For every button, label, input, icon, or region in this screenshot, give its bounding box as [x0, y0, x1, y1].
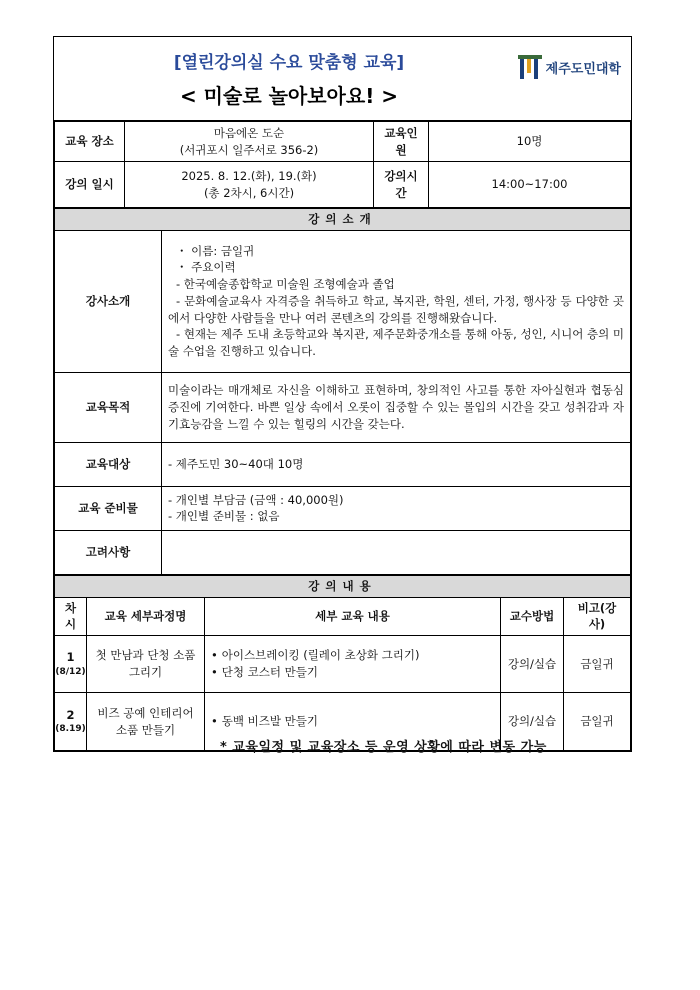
- session-number: 1: [66, 650, 75, 665]
- date-label: 강의 일시: [55, 162, 125, 208]
- purpose-text: 미술이라는 매개체로 자신을 이해하고 표현하며, 창의적인 사고를 통한 자아실현과 협동심 증진에 기여한다. 바쁜 일상 속에서 오롯이 집중할 수 있는 몰입의 시간을 갖고 성취감과 자기효능감을 느낄 수 있는 힐링의 시간을 갖는다.: [162, 372, 631, 442]
- list-item: • 단청 코스터 만들기: [211, 664, 494, 681]
- date-sub: (총 2차시, 6시간): [203, 185, 295, 200]
- venue-name: 마음에온 도순: [213, 125, 285, 140]
- date-text: 2025. 8. 12.(화), 19.(화): [181, 168, 317, 183]
- document-frame: [53, 36, 632, 752]
- program-title: < 미술로 놀아보아요! >: [179, 84, 399, 108]
- method-cell: 강의/실습: [501, 636, 564, 693]
- intro-table: [54, 208, 631, 575]
- footer-note: * 교육일정 및 교육장소 등 운영 상황에 따라 변동 가능: [220, 740, 547, 755]
- note-cell: 금일귀: [564, 693, 631, 751]
- venue-address: (서귀포시 일주서로 356-2): [179, 142, 319, 157]
- col-header-note: 비고(강사): [564, 597, 631, 635]
- col-header-session: 차시: [55, 597, 87, 635]
- instructor-name: ・ 이름: 금일귀: [176, 243, 255, 258]
- venue-value: [125, 122, 374, 162]
- university-logo: [517, 53, 621, 81]
- note-cell: 금일귀: [564, 636, 631, 693]
- prep-info: [162, 486, 631, 530]
- content-section-title: 강의내용: [55, 575, 631, 597]
- instructor-career-1: - 한국예술종합학교 미술원 조형예술과 졸업: [176, 277, 395, 292]
- target-label: 교육대상: [55, 442, 162, 486]
- list-item: • 동백 비즈발 만들기: [211, 713, 494, 730]
- detail-list: [211, 713, 494, 730]
- course-name: 비즈 공예 인테리어 소품 만들기: [87, 693, 205, 751]
- info-table: [54, 121, 631, 208]
- consider-text: [162, 530, 631, 574]
- detail-cell: [205, 636, 501, 693]
- prep-materials: - 개인별 준비물 : 없음: [168, 509, 280, 524]
- logo-text: 제주도민대학: [545, 61, 621, 77]
- consider-label: 고려사항: [55, 530, 162, 574]
- date-value: [125, 162, 374, 208]
- method-cell: 강의/실습: [501, 693, 564, 751]
- session-cell: [55, 693, 87, 751]
- instructor-career-2: - 문화예술교육사 자격증을 취득하고 학교, 복지관, 학원, 센터, 가정, 행사장 등 다양한 곳에서 다양한 사람들을 만나 여러 콘텐츠의 강의를 진행해왔습니다.: [168, 293, 624, 325]
- prep-label: 교육 준비물: [55, 486, 162, 530]
- instructor-career-title: ・ 주요이력: [176, 260, 236, 275]
- table-row: [55, 636, 631, 693]
- target-text: - 제주도민 30~40대 10명: [162, 442, 631, 486]
- col-header-course: 교육 세부과정명: [87, 597, 205, 635]
- instructor-label: 강사소개: [55, 230, 162, 372]
- document-header: [54, 37, 631, 121]
- session-date: (8/12): [55, 666, 86, 677]
- program-subtitle: [열린강의실 수요 맞춤형 교육]: [173, 53, 405, 73]
- instructor-career-3: - 현재는 제주 도내 초등학교와 복지관, 제주문화중개소를 통해 아동, 성인, 시니어 층의 미술 수업을 진행하고 있습니다.: [168, 327, 624, 358]
- time-value: 14:00~17:00: [429, 162, 631, 208]
- intro-section-title: 강의소개: [55, 209, 631, 231]
- session-cell: [55, 636, 87, 693]
- prep-cost: - 개인별 부담금 (금액 : 40,000원): [168, 492, 344, 507]
- venue-label: 교육 장소: [55, 122, 125, 162]
- session-date: (8.19): [55, 724, 86, 735]
- content-table: [54, 575, 631, 751]
- col-header-method: 교수방법: [501, 597, 564, 635]
- logo-mark-icon: [517, 53, 543, 81]
- time-label: 강의시간: [374, 162, 429, 208]
- instructor-info: [162, 230, 631, 372]
- col-header-detail: 세부 교육 내용: [205, 597, 501, 635]
- purpose-label: 교육목적: [55, 372, 162, 442]
- capacity-value: 10명: [429, 122, 631, 162]
- session-number: 2: [66, 707, 75, 722]
- course-name: 첫 만남과 단청 소품 그리기: [87, 636, 205, 693]
- detail-list: [211, 647, 494, 680]
- capacity-label: 교육인원: [374, 122, 429, 162]
- list-item: • 아이스브레이킹 (릴레이 초상화 그리기): [211, 647, 494, 664]
